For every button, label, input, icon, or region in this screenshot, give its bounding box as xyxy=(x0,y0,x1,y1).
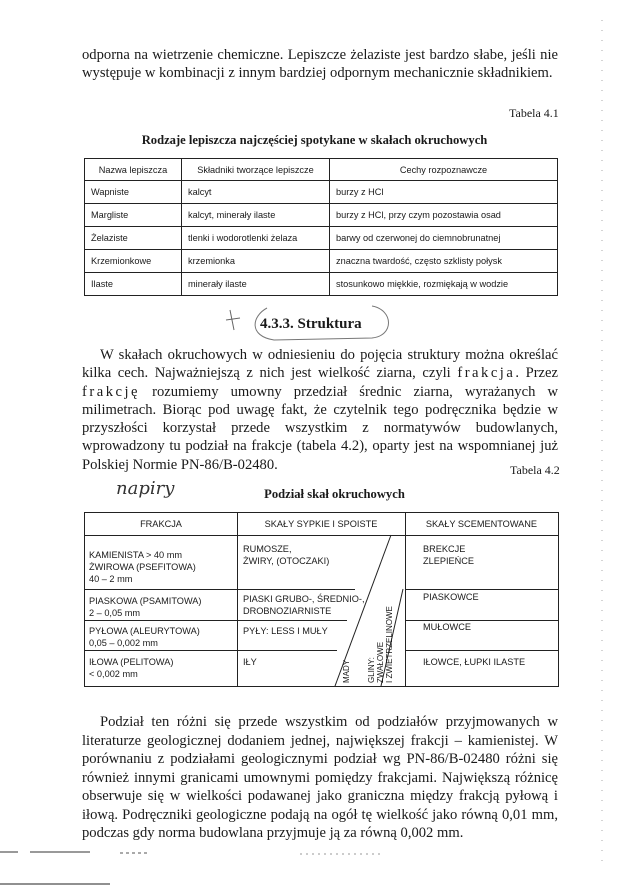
fraction-cell xyxy=(89,549,196,585)
table-header-row xyxy=(85,159,558,181)
page-bottom-edge xyxy=(0,848,629,893)
section-title: Struktura xyxy=(297,316,362,332)
fraction-line: < 0,002 mm xyxy=(89,669,138,679)
handwritten-note: napiry xyxy=(116,478,175,499)
paragraph-text: rozumiemy umowny przedział średnic ziarna, wyrażanych w milimetrach. Biorąc pod uwagę fakt, że czytelnik tego podręcznika będzie w przyszłości korzystał przede wszystkim z normatywów budowlanych, wprowadzony tu podział na frakcje (tabela 4.2), oparty jest na wspomnianej już Polskiej Normie PN-86/B-02480. xyxy=(82,383,558,473)
table-cell: Krzemionkowe xyxy=(85,250,182,273)
table-cell: stosunkowo miękkie, rozmiękają w wodzie xyxy=(330,273,558,296)
table-cell: barwy od czerwonej do ciemnobrunatnej xyxy=(330,227,558,250)
table-cell: Żelaziste xyxy=(85,227,182,250)
table2-label: Tabela 4.2 xyxy=(510,463,560,477)
table-cell: kalcyt, minerały ilaste xyxy=(182,204,330,227)
header-fraction: FRAKCJA xyxy=(140,519,182,529)
final-paragraph: Podział ten różni się przede wszystkim od podziałów przyjmowanych w literaturze geologicznej dodaniem jednej, największej frakcji – kamienistej. W porównaniu z podziałami geologicznymi podział wg PN-86/B-02480 różni się również innymi granicami umownymi pomiędzy frakcjami. Największą różnicę obserwuje się w wielkości podawanej jako graniczna między frakcją pyłową i iłową. Podręczniki geologiczne podają na ogół tę wielkość jako równą 0,01 mm, podczas gdy norma budowlana przyjmuje ją za równą 0,002 mm. xyxy=(82,714,558,841)
fraction-table xyxy=(84,512,559,687)
table-cell: burzy z HCl xyxy=(330,181,558,204)
table-cell: znaczna twardość, często szklisty połysk xyxy=(330,250,558,273)
cemented-line: BREKCJE xyxy=(423,544,466,554)
table1-label: Tabela 4.1 xyxy=(509,106,559,120)
table-cell: Ilaste xyxy=(85,273,182,296)
loose-cell xyxy=(243,543,329,567)
emphasized-term: frakcję xyxy=(82,383,141,400)
header-loose: SKAŁY SYPKIE I SPOISTE xyxy=(264,519,378,529)
table-cell: minerały ilaste xyxy=(182,273,330,296)
table-header-cell: Cechy rozpoznawcze xyxy=(330,159,558,181)
table-row xyxy=(85,227,558,250)
table-cell: tlenki i wodorotlenki żelaza xyxy=(182,227,330,250)
fraction-line: ŻWIROWA (PSEFITOWA) xyxy=(89,562,196,572)
paragraph-text: W skałach okruchowych w odniesieniu do pojęcia struktury można określać kilka cech. Najważniejszą z nich jest wielkość ziarna, czyli xyxy=(82,347,558,382)
table-row xyxy=(85,273,558,296)
table-cell: kalcyt xyxy=(182,181,330,204)
table-cell: Margliste xyxy=(85,204,182,227)
section-heading xyxy=(260,316,362,333)
rotated-line: I ZWIETRZELINOWE xyxy=(385,606,394,683)
loose-cell: PYŁY: LESS I MUŁY xyxy=(243,626,328,636)
loose-line: DROBNOZIARNISTE xyxy=(243,606,332,616)
fraction-line: 0,05 – 0,002 mm xyxy=(89,638,158,648)
intro-paragraph: odporna na wietrzenie chemiczne. Lepiszcze żelaziste jest bardzo słabe, jeśli nie występuje w kombinacji z innym bardziej odpornym mechanicznie składnikiem. xyxy=(82,47,558,81)
table-row xyxy=(85,250,558,273)
fraction-line: 2 – 0,05 mm xyxy=(89,608,141,618)
structure-paragraph xyxy=(82,346,558,474)
rotated-label: MADY xyxy=(342,659,351,683)
cemented-cell: PIASKOWCE xyxy=(423,592,479,602)
binder-table xyxy=(84,158,558,296)
fraction-cell xyxy=(89,595,201,619)
table-row xyxy=(85,204,558,227)
rotated-line: ZWAŁOWE xyxy=(376,641,385,683)
table-cell: Wapniste xyxy=(85,181,182,204)
loose-line: PIASKI GRUBO-, ŚREDNIO-, xyxy=(243,594,365,604)
section-number: 4.3.3. xyxy=(260,316,294,332)
loose-line: ŻWIRY, (OTOCZAKI) xyxy=(243,556,330,566)
fraction-cell xyxy=(89,625,200,649)
cemented-cell: IŁOWCE, ŁUPKI ILASTE xyxy=(423,657,526,667)
emphasized-term: frakcja xyxy=(457,365,516,382)
table-header-cell: Nazwa lepiszcza xyxy=(85,159,182,181)
fraction-line: IŁOWA (PELITOWA) xyxy=(89,657,174,667)
cemented-cell: MUŁOWCE xyxy=(423,622,471,632)
header-cemented: SKAŁY SCEMENTOWANE xyxy=(425,519,538,529)
rotated-line: GLINY: xyxy=(367,657,376,683)
table-cell: burzy z HCl, przy czym pozostawia osad xyxy=(330,204,558,227)
table-cell: krzemionka xyxy=(182,250,330,273)
fraction-line: PIASKOWA (PSAMITOWA) xyxy=(89,596,202,606)
fraction-cell xyxy=(89,656,173,680)
fraction-line: KAMIENISTA > 40 mm xyxy=(89,550,183,560)
loose-cell: IŁY xyxy=(243,657,257,667)
paragraph-text: . Przez xyxy=(515,365,558,382)
fraction-line: PYŁOWA (ALEURYTOWA) xyxy=(89,626,200,636)
cemented-cell xyxy=(423,543,474,567)
table1-caption: Rodzaje lepiszcza najczęściej spotykane w skałach okruchowych xyxy=(141,133,488,147)
table2-caption: Podział skał okruchowych xyxy=(264,487,405,501)
cemented-line: ZLEPIEŃCE xyxy=(423,556,475,566)
table-header-cell: Składniki tworzące lepiszcze xyxy=(182,159,330,181)
rotated-label xyxy=(367,593,394,683)
table-row xyxy=(85,181,558,204)
page-edge-marks xyxy=(592,0,612,893)
fraction-line: 40 – 2 mm xyxy=(89,574,133,584)
loose-cell xyxy=(243,593,365,617)
loose-line: RUMOSZE, xyxy=(243,544,292,554)
